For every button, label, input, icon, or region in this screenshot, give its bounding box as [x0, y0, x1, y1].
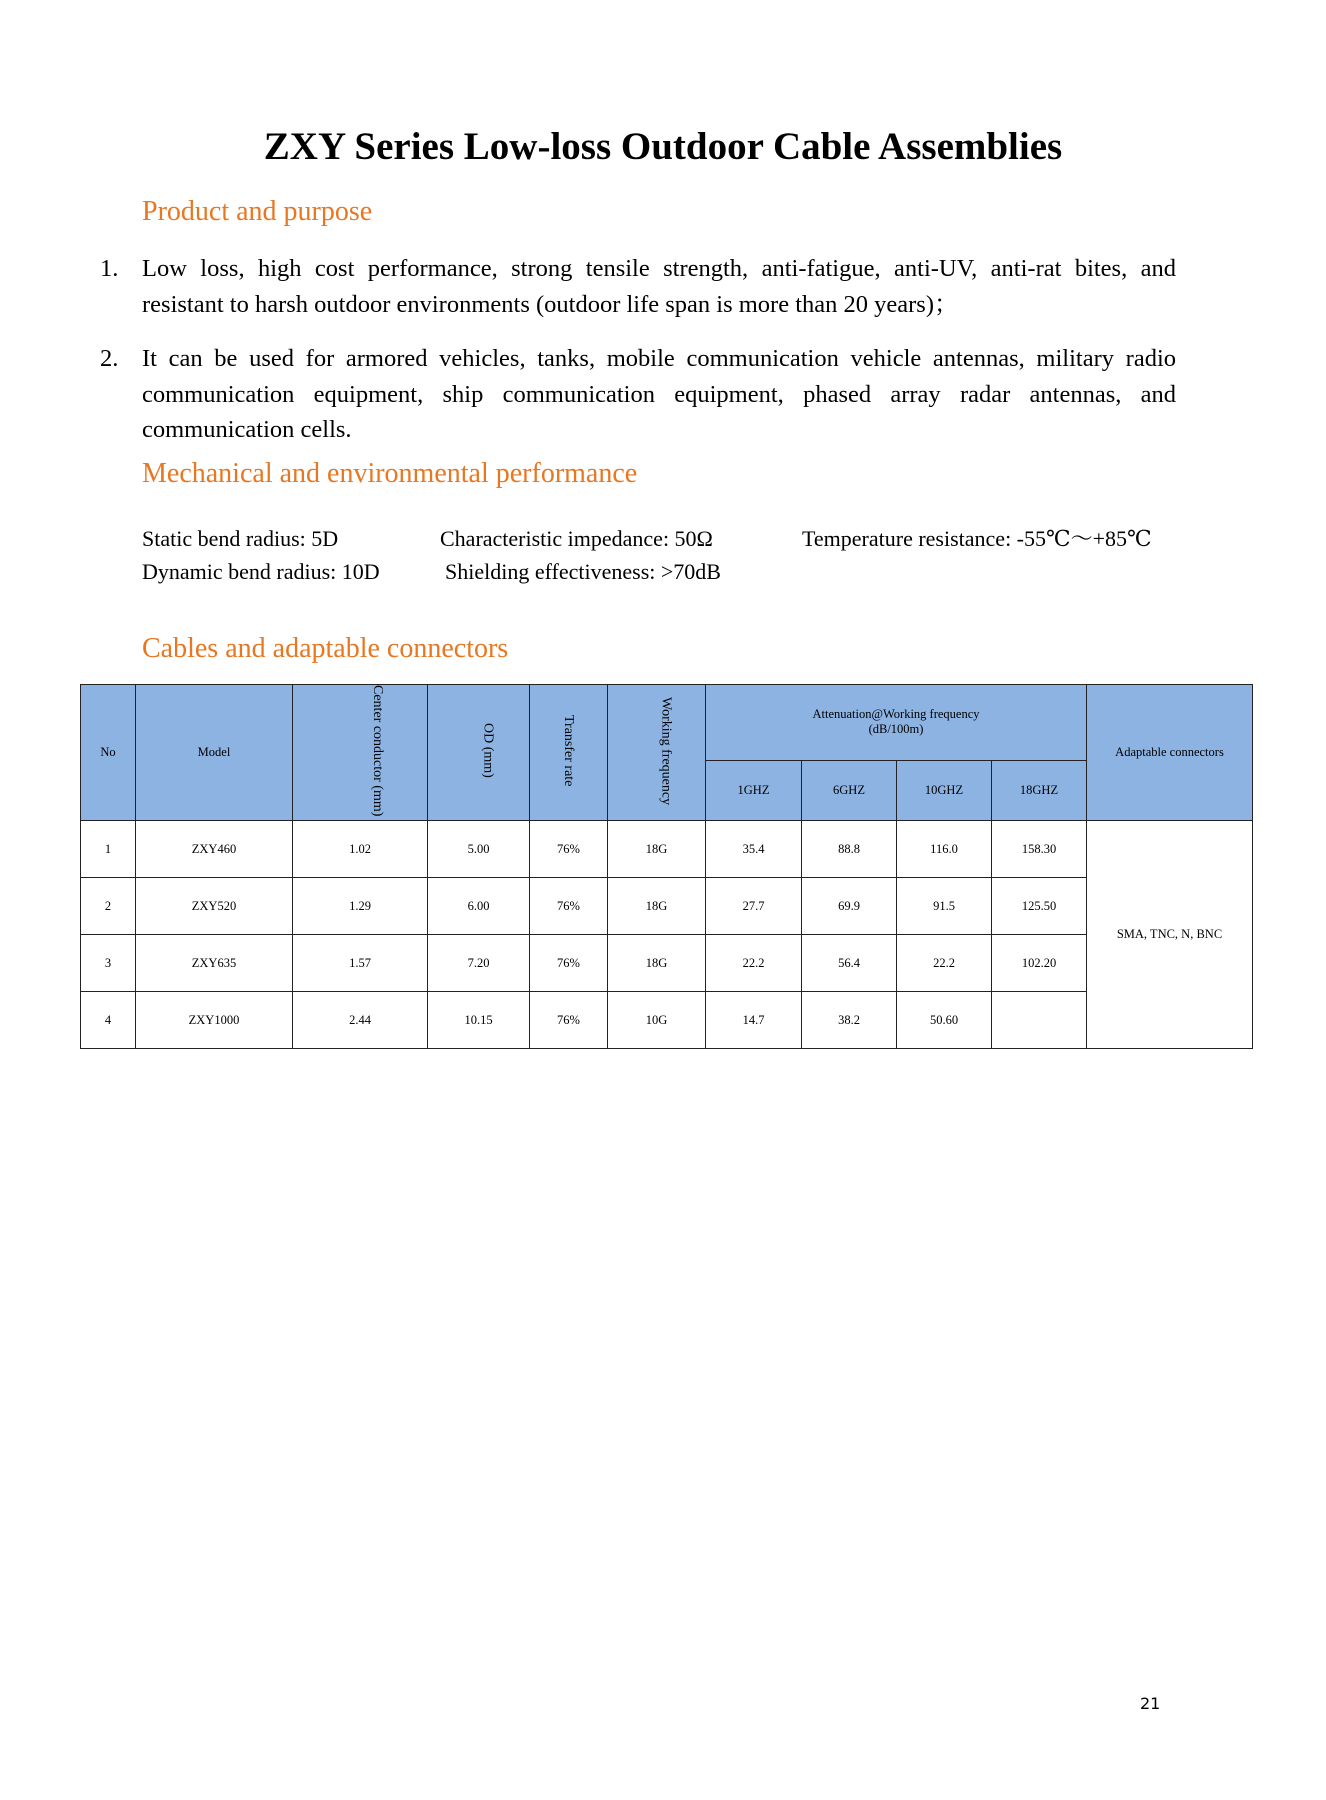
cell-model: ZXY1000: [136, 992, 293, 1049]
cell-a1: 35.4: [706, 821, 802, 878]
table-row: [81, 992, 1253, 1049]
spec-impedance: Characteristic impedance: 50Ω: [440, 526, 713, 551]
cell-a10: 116.0: [897, 821, 992, 878]
list-item: [100, 251, 1176, 322]
section-heading-cables: Cables and adaptable connectors: [142, 633, 509, 664]
cell-a1: 22.2: [706, 935, 802, 992]
cell-model: ZXY520: [136, 878, 293, 935]
cell-no: 3: [81, 935, 136, 992]
cell-no: 2: [81, 878, 136, 935]
header-attenuation-label: Attenuation@Working frequency: [812, 707, 980, 722]
cell-center: 1.02: [293, 821, 428, 878]
cell-od: 7.20: [428, 935, 530, 992]
cell-center: 1.29: [293, 878, 428, 935]
purpose-list: [100, 251, 1176, 448]
header-model: Model: [136, 685, 293, 821]
header-od-label: OD (mm): [480, 723, 496, 779]
cell-od: 5.00: [428, 821, 530, 878]
spec-temperature: Temperature resistance: -55℃～+85℃: [802, 526, 1152, 551]
header-6ghz: 6GHZ: [802, 760, 897, 821]
cell-rate: 76%: [530, 821, 608, 878]
cell-od: 10.15: [428, 992, 530, 1049]
cell-a10: 50.60: [897, 992, 992, 1049]
header-od: [428, 685, 530, 821]
cell-no: 4: [81, 992, 136, 1049]
cell-a18: [992, 992, 1087, 1049]
cell-a1: 27.7: [706, 878, 802, 935]
list-item-text: Low loss, high cost performance, strong tensile strength, anti-fatigue, anti-UV, anti-rat bites, and resistant to harsh outdoor environments (outdoor life span is more than 20 years)；: [142, 255, 1176, 318]
cell-a6: 56.4: [802, 935, 897, 992]
list-item-number: 1.: [100, 255, 119, 282]
cell-center: 2.44: [293, 992, 428, 1049]
section-heading-product: Product and purpose: [142, 196, 373, 227]
cell-a18: 102.20: [992, 935, 1087, 992]
header-attenuation-unit: (dB/100m): [868, 722, 924, 737]
cell-od: 6.00: [428, 878, 530, 935]
section-heading-mechanical: Mechanical and environmental performance: [142, 458, 638, 489]
header-working-frequency-label: Working frequency: [658, 696, 674, 805]
page-number: 21: [1140, 1694, 1161, 1713]
table-row: [81, 935, 1253, 992]
header-transfer-rate: [530, 685, 608, 821]
cell-freq: 10G: [608, 992, 706, 1049]
cell-model: ZXY635: [136, 935, 293, 992]
cell-a1: 14.7: [706, 992, 802, 1049]
cell-a6: 69.9: [802, 878, 897, 935]
cell-a10: 91.5: [897, 878, 992, 935]
table-row: [81, 821, 1253, 878]
spec-static-bend: Static bend radius: 5D: [142, 526, 339, 551]
list-item-number: 2.: [100, 345, 119, 372]
page-title: ZXY Series Low-loss Outdoor Cable Assemblies: [263, 125, 1063, 168]
cell-a10: 22.2: [897, 935, 992, 992]
header-center-conductor-label: Center conductor (mm): [370, 685, 385, 817]
cell-a18: 125.50: [992, 878, 1087, 935]
spec-shielding: Shielding effectiveness: >70dB: [445, 559, 721, 584]
cell-a6: 38.2: [802, 992, 897, 1049]
header-1ghz: 1GHZ: [706, 760, 802, 821]
cell-no: 1: [81, 821, 136, 878]
spec-dynamic-bend: Dynamic bend radius: 10D: [142, 559, 380, 584]
cable-table: [80, 684, 1253, 1049]
header-center-conductor: [293, 685, 428, 821]
header-18ghz: 18GHZ: [992, 760, 1087, 821]
header-10ghz: 10GHZ: [897, 760, 992, 821]
table-row: [81, 878, 1253, 935]
cell-freq: 18G: [608, 878, 706, 935]
list-item-text: It can be used for armored vehicles, tanks, mobile communication vehicle antennas, military radio communication equipment, ship communication equipment, phased array radar antennas, and communication cells.: [142, 345, 1176, 443]
header-attenuation: [706, 685, 1087, 761]
header-working-frequency: [608, 685, 706, 821]
cell-center: 1.57: [293, 935, 428, 992]
cell-freq: 18G: [608, 935, 706, 992]
cell-freq: 18G: [608, 821, 706, 878]
cell-model: ZXY460: [136, 821, 293, 878]
cell-rate: 76%: [530, 992, 608, 1049]
header-no: No: [81, 685, 136, 821]
list-item: [100, 341, 1176, 448]
cell-a18: 158.30: [992, 821, 1087, 878]
header-transfer-rate-label: Transfer rate: [561, 715, 576, 787]
cell-rate: 76%: [530, 878, 608, 935]
cell-connectors: SMA, TNC, N, BNC: [1087, 821, 1253, 1049]
header-connectors: Adaptable connectors: [1087, 685, 1253, 821]
cell-a6: 88.8: [802, 821, 897, 878]
cell-rate: 76%: [530, 935, 608, 992]
